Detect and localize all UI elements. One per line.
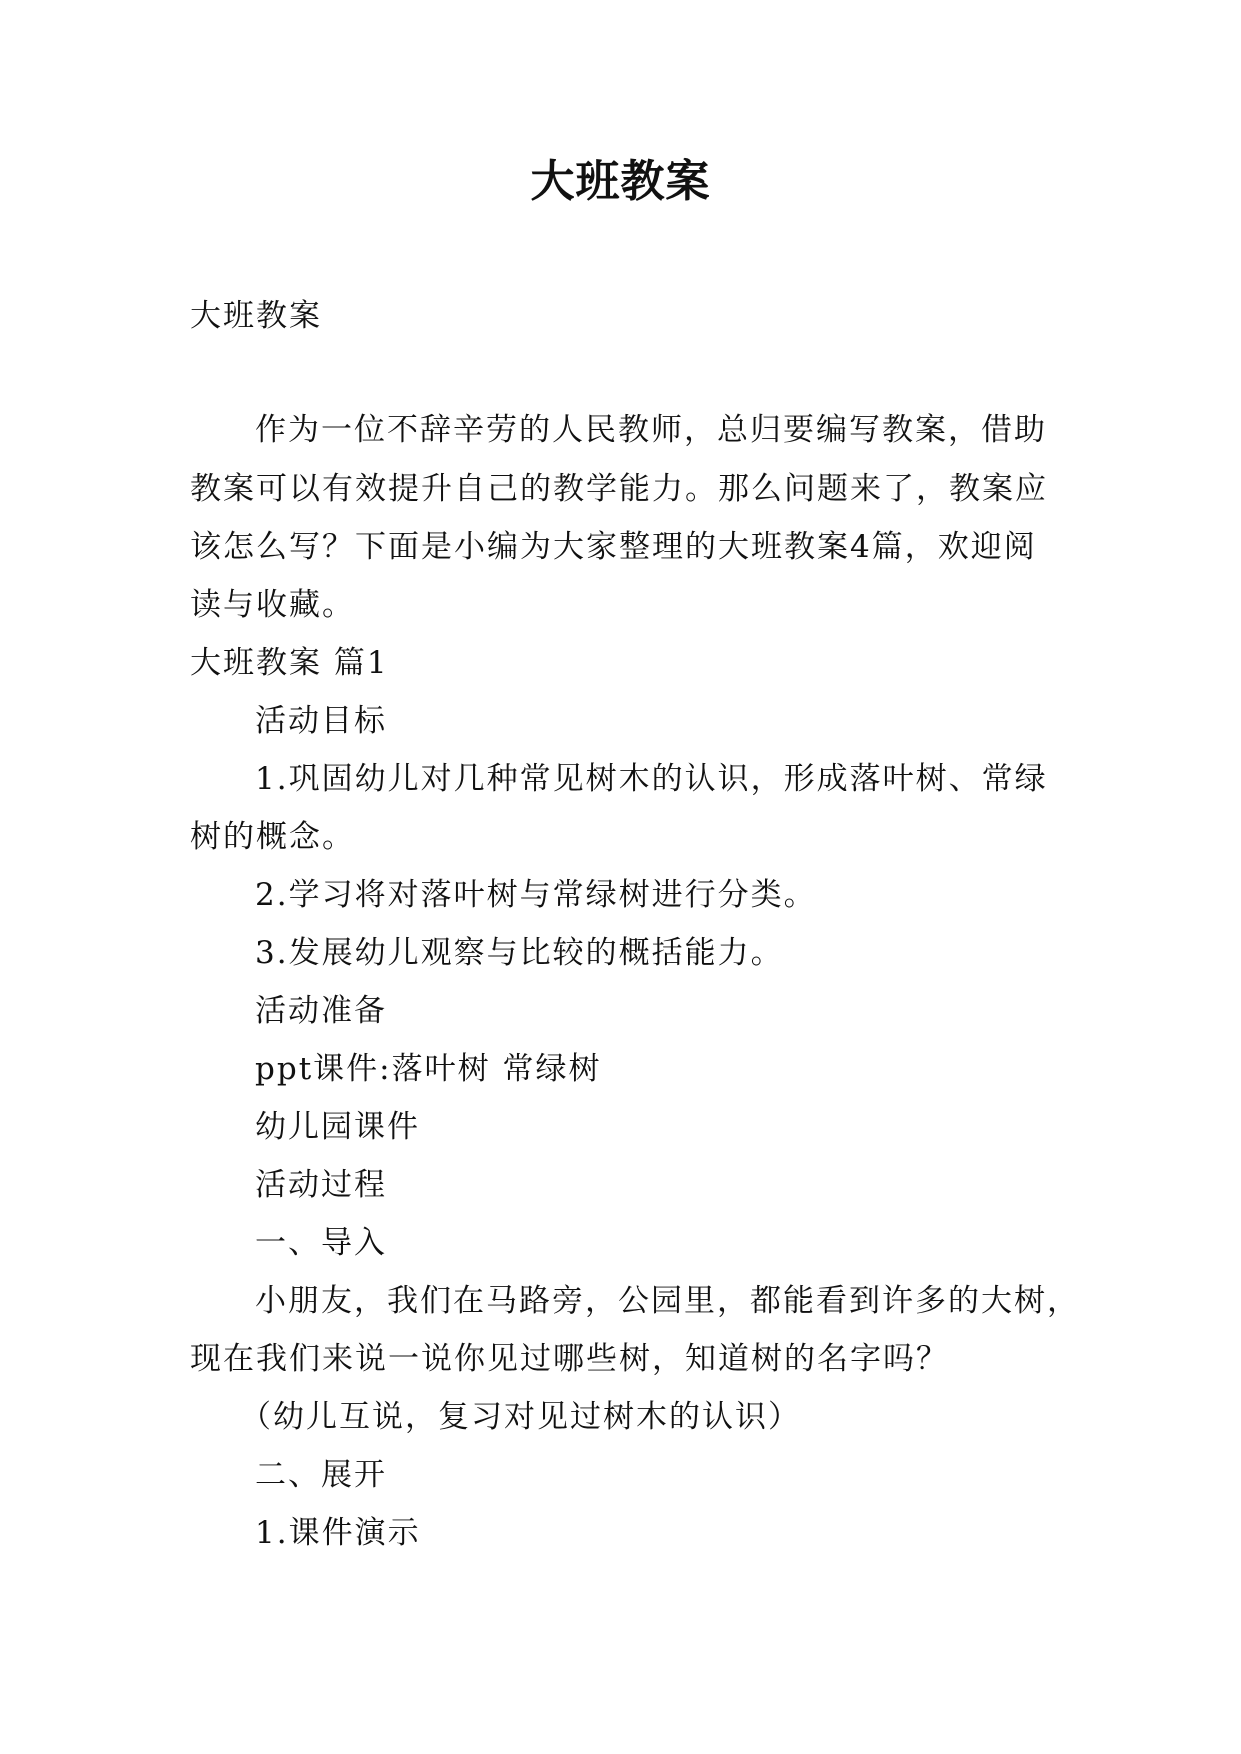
body-line: 现在我们来说一说你见过哪些树，知道树的名字吗？ xyxy=(190,1341,949,1377)
body-line: 活动准备 xyxy=(255,993,387,1029)
body-line: 1.课件演示 xyxy=(255,1515,421,1551)
body-line: 2.学习将对落叶树与常绿树进行分类。 xyxy=(255,877,817,913)
body-line: 幼儿园课件 xyxy=(255,1109,420,1145)
intro-line-1: 作为一位不辞辛劳的人民教师，总归要编写教案，借助 xyxy=(255,412,1047,448)
body-line: 1.巩固幼儿对几种常见树木的认识，形成落叶树、常绿 xyxy=(255,761,1048,797)
body-line: 活动过程 xyxy=(255,1167,387,1203)
document-subtitle: 大班教案 xyxy=(190,298,322,334)
body-line: 二、展开 xyxy=(255,1457,387,1493)
body-line: 3.发展幼儿观察与比较的概括能力。 xyxy=(255,935,784,971)
body-line: 树的概念。 xyxy=(190,819,355,855)
body-line: 活动目标 xyxy=(255,703,387,739)
intro-line-2: 教案可以有效提升自己的教学能力。那么问题来了，教案应 xyxy=(190,471,1048,507)
intro-line-3: 该怎么写？下面是小编为大家整理的大班教案4篇，欢迎阅 xyxy=(190,529,1037,565)
intro-line-4: 读与收藏。 xyxy=(190,587,355,623)
body-line: （幼儿互说，复习对见过树木的认识） xyxy=(240,1399,801,1435)
body-line: 一、导入 xyxy=(255,1225,387,1261)
section-heading: 大班教案 篇1 xyxy=(190,645,389,681)
body-line: ppt课件:落叶树 常绿树 xyxy=(255,1051,602,1087)
body-line: 小朋友，我们在马路旁，公园里，都能看到许多的大树， xyxy=(255,1283,1080,1319)
document-title: 大班教案 xyxy=(530,156,711,207)
